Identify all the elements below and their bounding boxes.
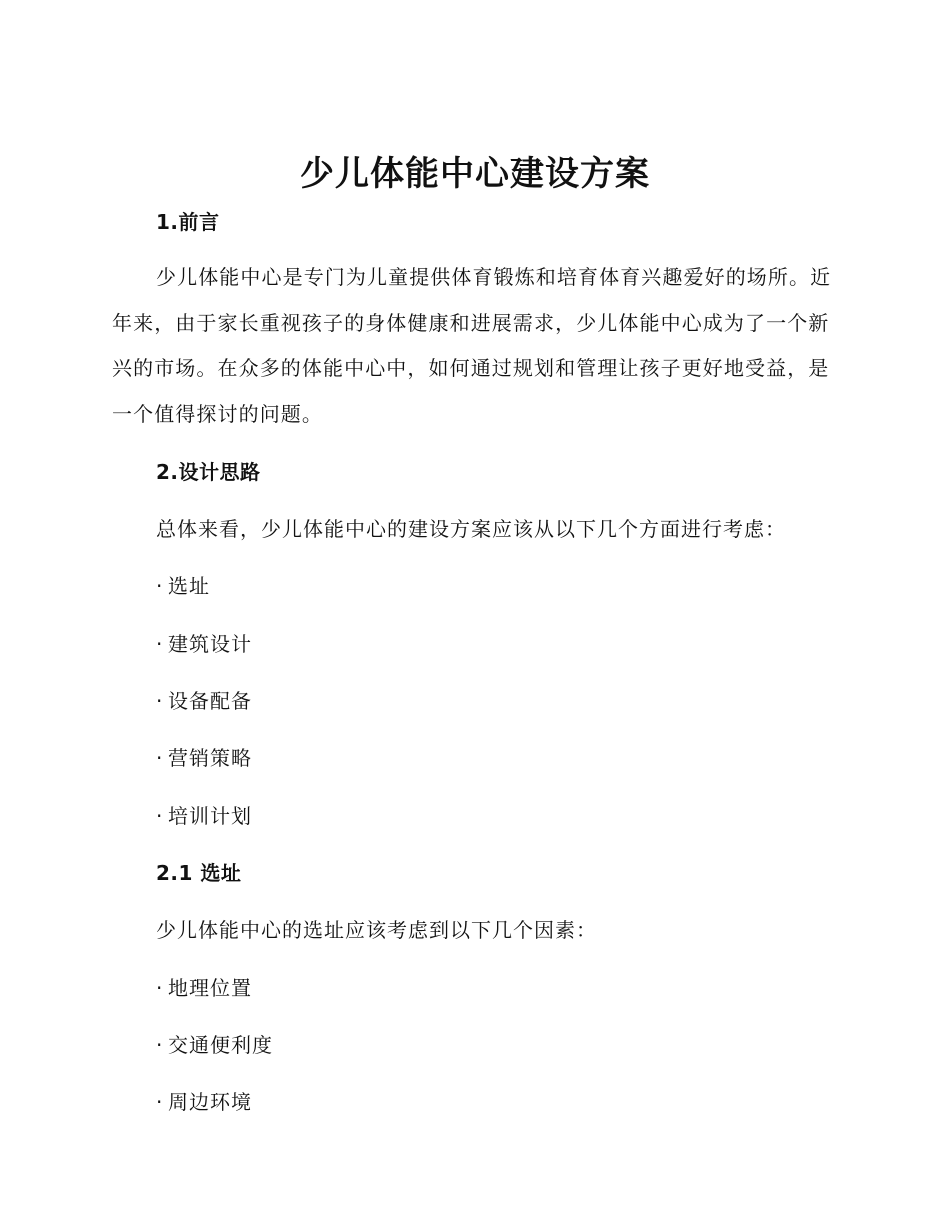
design-intro-text: 总体来看，少儿体能中心的建设方案应该从以下几个方面进行考虑： — [156, 517, 786, 541]
document-title: 少儿体能中心建设方案 — [300, 154, 650, 194]
preface-paragraph: 少儿体能中心是专门为儿童提供体育锻炼和培育体育兴趣爱好的场所。近年来，由于家长重视孩子的身体健康和进展需求，少儿体能中心成为了一个新兴的市场。在众多的体能中心中，如何通过规划和管理让孩子更好地受益，是一个值得探讨的问题。 — [112, 265, 832, 426]
bullet-mark: · — [156, 976, 164, 1000]
list-item-label: 交通便利度 — [168, 1033, 273, 1057]
list-item-label: 周边环境 — [168, 1090, 252, 1114]
site-intro-text: 少儿体能中心的选址应该考虑到以下几个因素： — [156, 918, 597, 942]
list-item — [156, 1088, 252, 1116]
list-item-label: 设备配备 — [168, 689, 252, 713]
list-item — [156, 572, 210, 600]
list-item — [156, 1031, 273, 1059]
bullet-mark: · — [156, 574, 164, 598]
list-item-label: 地理位置 — [168, 976, 252, 1000]
list-item — [156, 974, 252, 1002]
section-heading-design: 2.设计思路 — [156, 460, 261, 484]
section-heading-site: 2.1 选址 — [156, 861, 242, 885]
list-item — [156, 802, 252, 830]
list-item-label: 培训计划 — [168, 804, 252, 828]
section-heading-preface: 1.前言 — [156, 210, 220, 234]
bullet-mark: · — [156, 689, 164, 713]
bullet-mark: · — [156, 632, 164, 656]
list-item — [156, 687, 252, 715]
list-item — [156, 744, 252, 772]
bullet-mark: · — [156, 1090, 164, 1114]
list-item-label: 建筑设计 — [168, 632, 252, 656]
list-item-label: 选址 — [168, 574, 210, 598]
bullet-mark: · — [156, 746, 164, 770]
bullet-mark: · — [156, 804, 164, 828]
list-item-label: 营销策略 — [168, 746, 252, 770]
bullet-mark: · — [156, 1033, 164, 1057]
list-item — [156, 630, 252, 658]
